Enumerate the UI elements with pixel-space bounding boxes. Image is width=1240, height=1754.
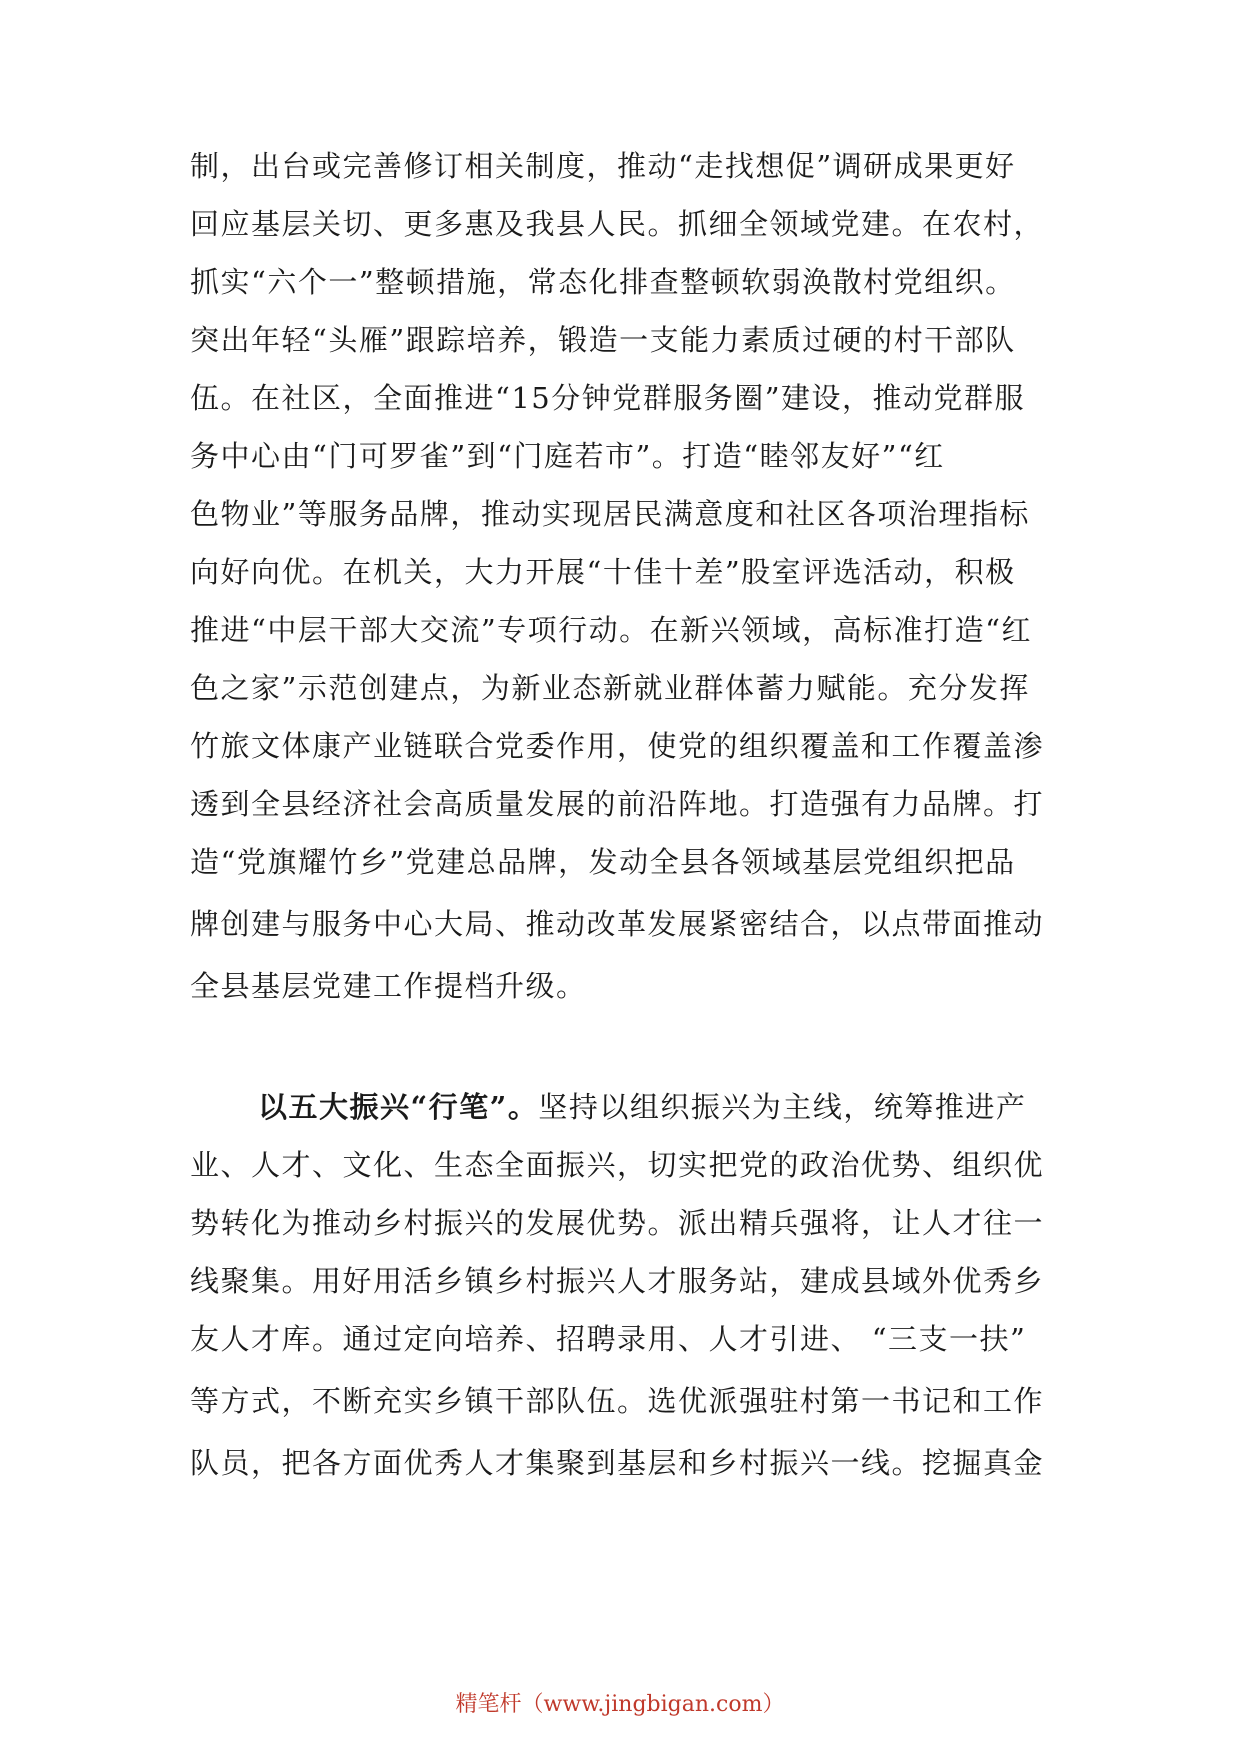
text-line: 务中心由“门可罗雀”到“门庭若市”。打造“睦邻友好”“红 (190, 439, 945, 473)
text-line: 牌创建与服务中心大局、推动改革发展紧密结合，以点带面推动 (190, 907, 1045, 941)
text-line: 友人才库。通过定向培养、招聘录用、人才引进、 “三支一扶” (190, 1322, 1027, 1356)
text-line: 势转化为推动乡村振兴的发展优势。派出精兵强将，让人才往一 (190, 1206, 1045, 1240)
text-line: 伍。在社区，全面推进“15分钟党群服务圈”建设，推动党群服 (190, 381, 1026, 415)
text-line: 推进“中层干部大交流”专项行动。在新兴领域，高标准打造“红 (190, 613, 1032, 647)
text-line: 突出年轻“头雁”跟踪培养，锻造一支能力素质过硬的村干部队 (190, 323, 1016, 357)
text-line: 色之家”示范创建点，为新业态新就业群体蓄力赋能。充分发挥 (190, 671, 1030, 705)
text-line: 造“党旗耀竹乡”党建总品牌，发动全县各领域基层党组织把品 (190, 845, 1016, 879)
text-line: 透到全县经济社会高质量发展的前沿阵地。打造强有力品牌。打 (190, 787, 1045, 821)
text-line: 制，出台或完善修订相关制度，推动“走找想促”调研成果更好 (190, 149, 1016, 183)
text-line: 等方式，不断充实乡镇干部队伍。选优派强驻村第一书记和工作 (190, 1384, 1045, 1418)
text-line: 回应基层关切、更多惠及我县人民。抓细全领域党建。在农村， (190, 207, 1045, 241)
paragraph-2 (190, 1078, 1050, 1492)
text-line: 向好向优。在机关，大力开展“十佳十差”股室评选活动，积极 (190, 555, 1016, 589)
text-line: 全县基层党建工作提档升级。 (190, 969, 587, 1003)
paragraph-1 (190, 137, 1050, 1015)
paragraph-first-line (190, 1078, 1050, 1136)
text-line: 业、人才、文化、生态全面振兴，切实把党的政治优势、组织优 (190, 1148, 1045, 1182)
text-line: 坚持以组织振兴为主线，统筹推进产 (538, 1090, 1027, 1124)
text-line: 抓实“六个一”整顿措施，常态化排查整顿软弱涣散村党组织。 (190, 265, 1016, 299)
text-line: 队员，把各方面优秀人才集聚到基层和乡村振兴一线。挖掘真金 (190, 1446, 1045, 1480)
text-line: 色物业”等服务品牌，推动实现居民满意度和社区各项治理指标 (190, 497, 1030, 531)
footer-watermark: 精笔杆（www.jingbigan.com） (455, 1692, 785, 1717)
paragraph-heading: 以五大振兴“行笔”。 (258, 1090, 539, 1124)
text-line: 竹旅文体康产业链联合党委作用，使党的组织覆盖和工作覆盖渗 (190, 729, 1045, 763)
text-line: 线聚集。用好用活乡镇乡村振兴人才服务站，建成县域外优秀乡 (190, 1264, 1045, 1298)
